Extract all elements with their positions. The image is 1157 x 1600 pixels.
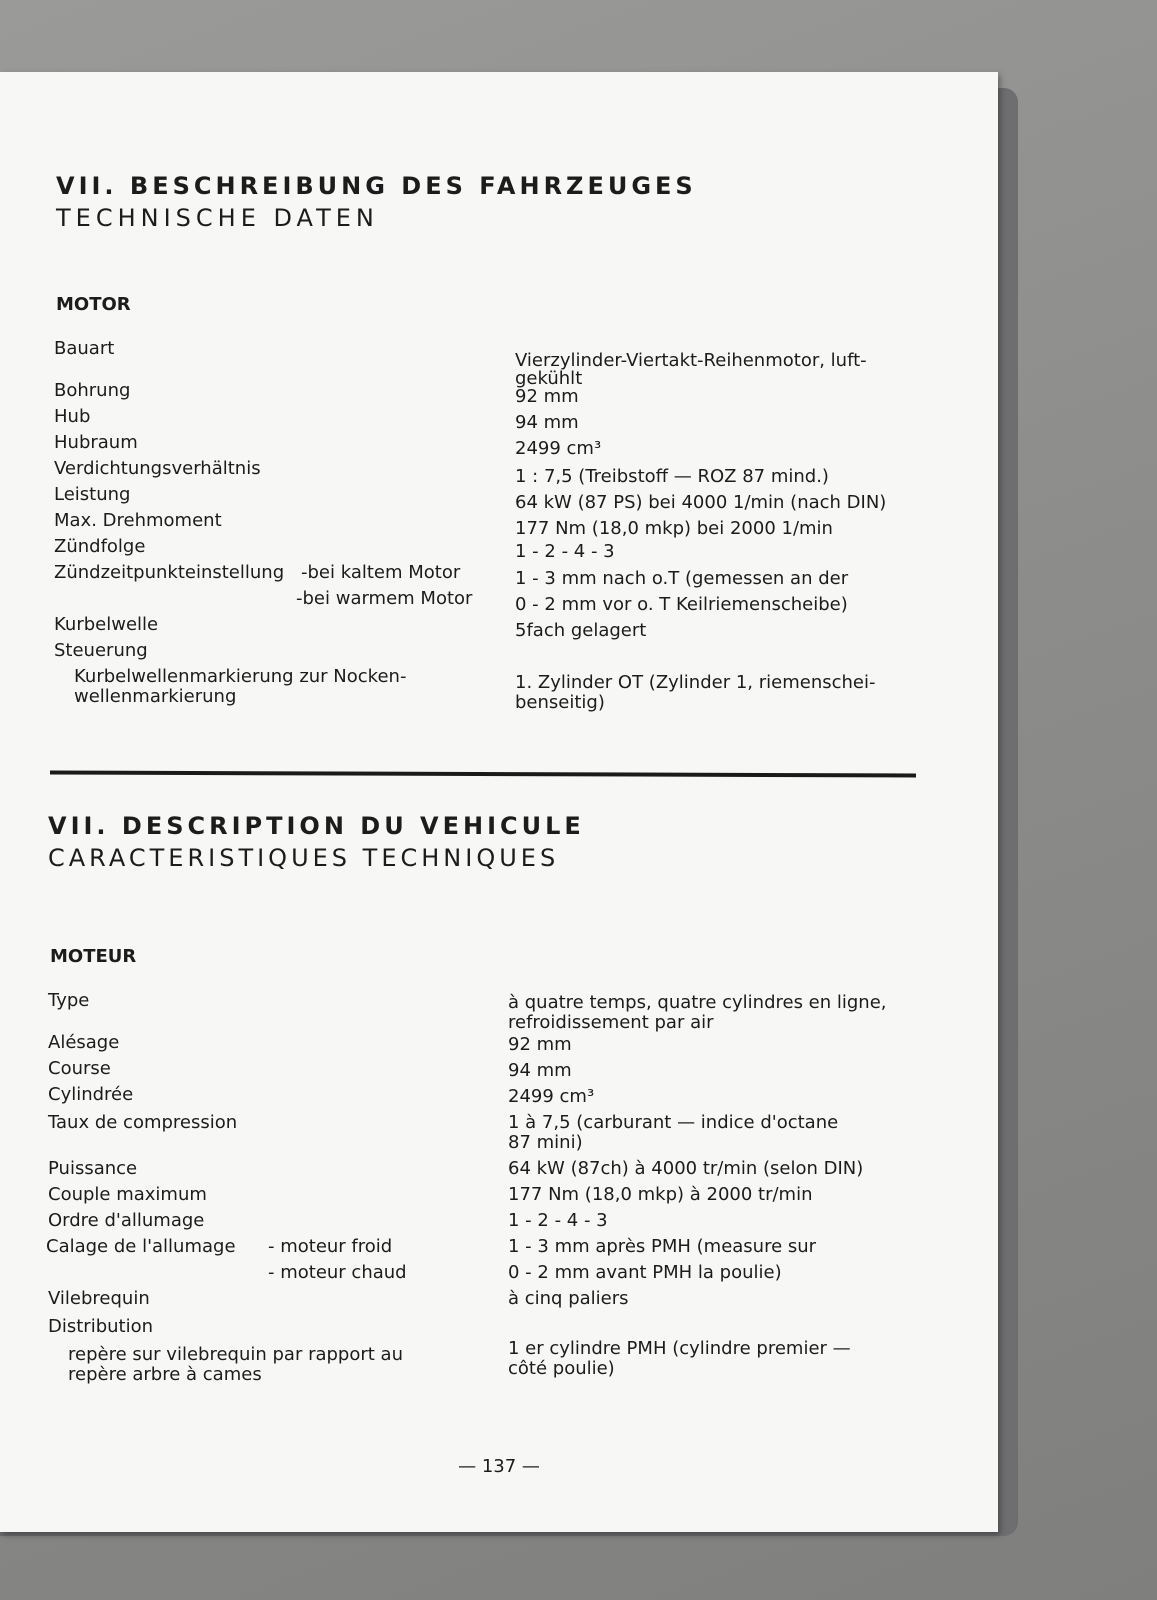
spec-value: 1 er cylindre PMH (cylindre premier —: [508, 1338, 851, 1359]
spec-value: 1 - 3 mm nach o.T (gemessen an der: [515, 568, 849, 589]
section-subtitle: TECHNISCHE DATEN: [56, 204, 379, 232]
spec-value: 1 à 7,5 (carburant — indice d'octane: [508, 1112, 839, 1133]
spec-sublabel: -bei kaltem Motor: [301, 562, 461, 583]
spec-label: Leistung: [54, 484, 131, 505]
spec-label: repère arbre à cames: [68, 1364, 262, 1385]
spec-value: 177 Nm (18,0 mkp) bei 2000 1/min: [515, 518, 833, 539]
spec-value: à quatre temps, quatre cylindres en ligne,: [508, 992, 887, 1013]
section-title: VII. DESCRIPTION DU VEHICULE: [48, 812, 585, 840]
spec-value: Vierzylinder-Viertakt-Reihenmotor, luft-: [515, 350, 867, 371]
spec-value: 1 - 2 - 4 - 3: [515, 541, 615, 562]
spec-sublabel: -bei warmem Motor: [296, 588, 473, 609]
motor-heading: MOTOR: [56, 294, 131, 315]
spec-value: 5fach gelagert: [515, 620, 647, 641]
spec-label: Vilebrequin: [48, 1288, 150, 1309]
spec-label: Steuerung: [54, 640, 148, 661]
spec-label: Hubraum: [54, 432, 138, 453]
spec-value: 1 - 2 - 4 - 3: [508, 1210, 608, 1231]
spec-label: Verdichtungsverhältnis: [54, 458, 261, 479]
spec-value: 1. Zylinder OT (Zylinder 1, riemenschei-: [515, 672, 876, 693]
page-number: — 137 —: [458, 1456, 540, 1477]
spec-value: 94 mm: [508, 1060, 572, 1081]
spec-value: 2499 cm³: [508, 1086, 595, 1107]
spec-value: 0 - 2 mm vor o. T Keilriemenscheibe): [515, 594, 848, 615]
spec-sublabel: - moteur chaud: [268, 1262, 407, 1283]
spec-label: Zündzeitpunkteinstellung: [54, 562, 285, 583]
spec-value: 64 kW (87ch) à 4000 tr/min (selon DIN): [508, 1158, 864, 1179]
spec-value: 1 - 3 mm après PMH (measure sur: [508, 1236, 817, 1257]
section-divider: [50, 770, 916, 777]
document-page: [0, 72, 998, 1532]
spec-value: à cinq paliers: [508, 1288, 629, 1309]
spec-value: 87 mini): [508, 1132, 583, 1153]
spec-label: Course: [48, 1058, 111, 1079]
spec-label: Ordre d'allumage: [48, 1210, 205, 1231]
spec-label: Distribution: [48, 1316, 154, 1337]
spec-label: Max. Drehmoment: [54, 510, 222, 531]
spec-label: Couple maximum: [48, 1184, 207, 1205]
spec-label: Kurbelwellenmarkierung zur Nocken-: [74, 666, 407, 687]
spec-label: Bauart: [54, 338, 115, 359]
spec-label: Type: [48, 990, 90, 1011]
spec-label: Calage de l'allumage: [46, 1236, 236, 1257]
spec-value: 1 : 7,5 (Treibstoff — ROZ 87 mind.): [515, 466, 829, 487]
spec-value: 92 mm: [508, 1034, 572, 1055]
spec-label: Zündfolge: [54, 536, 146, 557]
spec-value: 64 kW (87 PS) bei 4000 1/min (nach DIN): [515, 492, 887, 513]
section-title: VII. BESCHREIBUNG DES FAHRZEUGES: [56, 172, 697, 200]
spec-label: Taux de compression: [48, 1112, 238, 1133]
moteur-heading: MOTEUR: [50, 946, 137, 967]
spec-label: Kurbelwelle: [54, 614, 159, 635]
spec-value: 2499 cm³: [515, 438, 602, 459]
spec-label: Cylindrée: [48, 1084, 134, 1105]
spec-value: benseitig): [515, 692, 605, 713]
spec-label: repère sur vilebrequin par rapport au: [68, 1344, 403, 1365]
spec-label: wellenmarkierung: [74, 686, 237, 707]
spec-value: 0 - 2 mm avant PMH la poulie): [508, 1262, 782, 1283]
spec-value: 94 mm: [515, 412, 579, 433]
spec-value: gekühlt: [515, 368, 583, 389]
section-subtitle: CARACTERISTIQUES TECHNIQUES: [48, 844, 560, 872]
spec-sublabel: - moteur froid: [268, 1236, 393, 1257]
spec-label: Alésage: [48, 1032, 120, 1053]
spec-value: 92 mm: [515, 386, 579, 407]
spec-value: côté poulie): [508, 1358, 615, 1379]
spec-value: 177 Nm (18,0 mkp) à 2000 tr/min: [508, 1184, 813, 1205]
spec-label: Hub: [54, 406, 91, 427]
spec-label: Bohrung: [54, 380, 131, 401]
spec-label: Puissance: [48, 1158, 138, 1179]
spec-value: refroidissement par air: [508, 1012, 714, 1033]
